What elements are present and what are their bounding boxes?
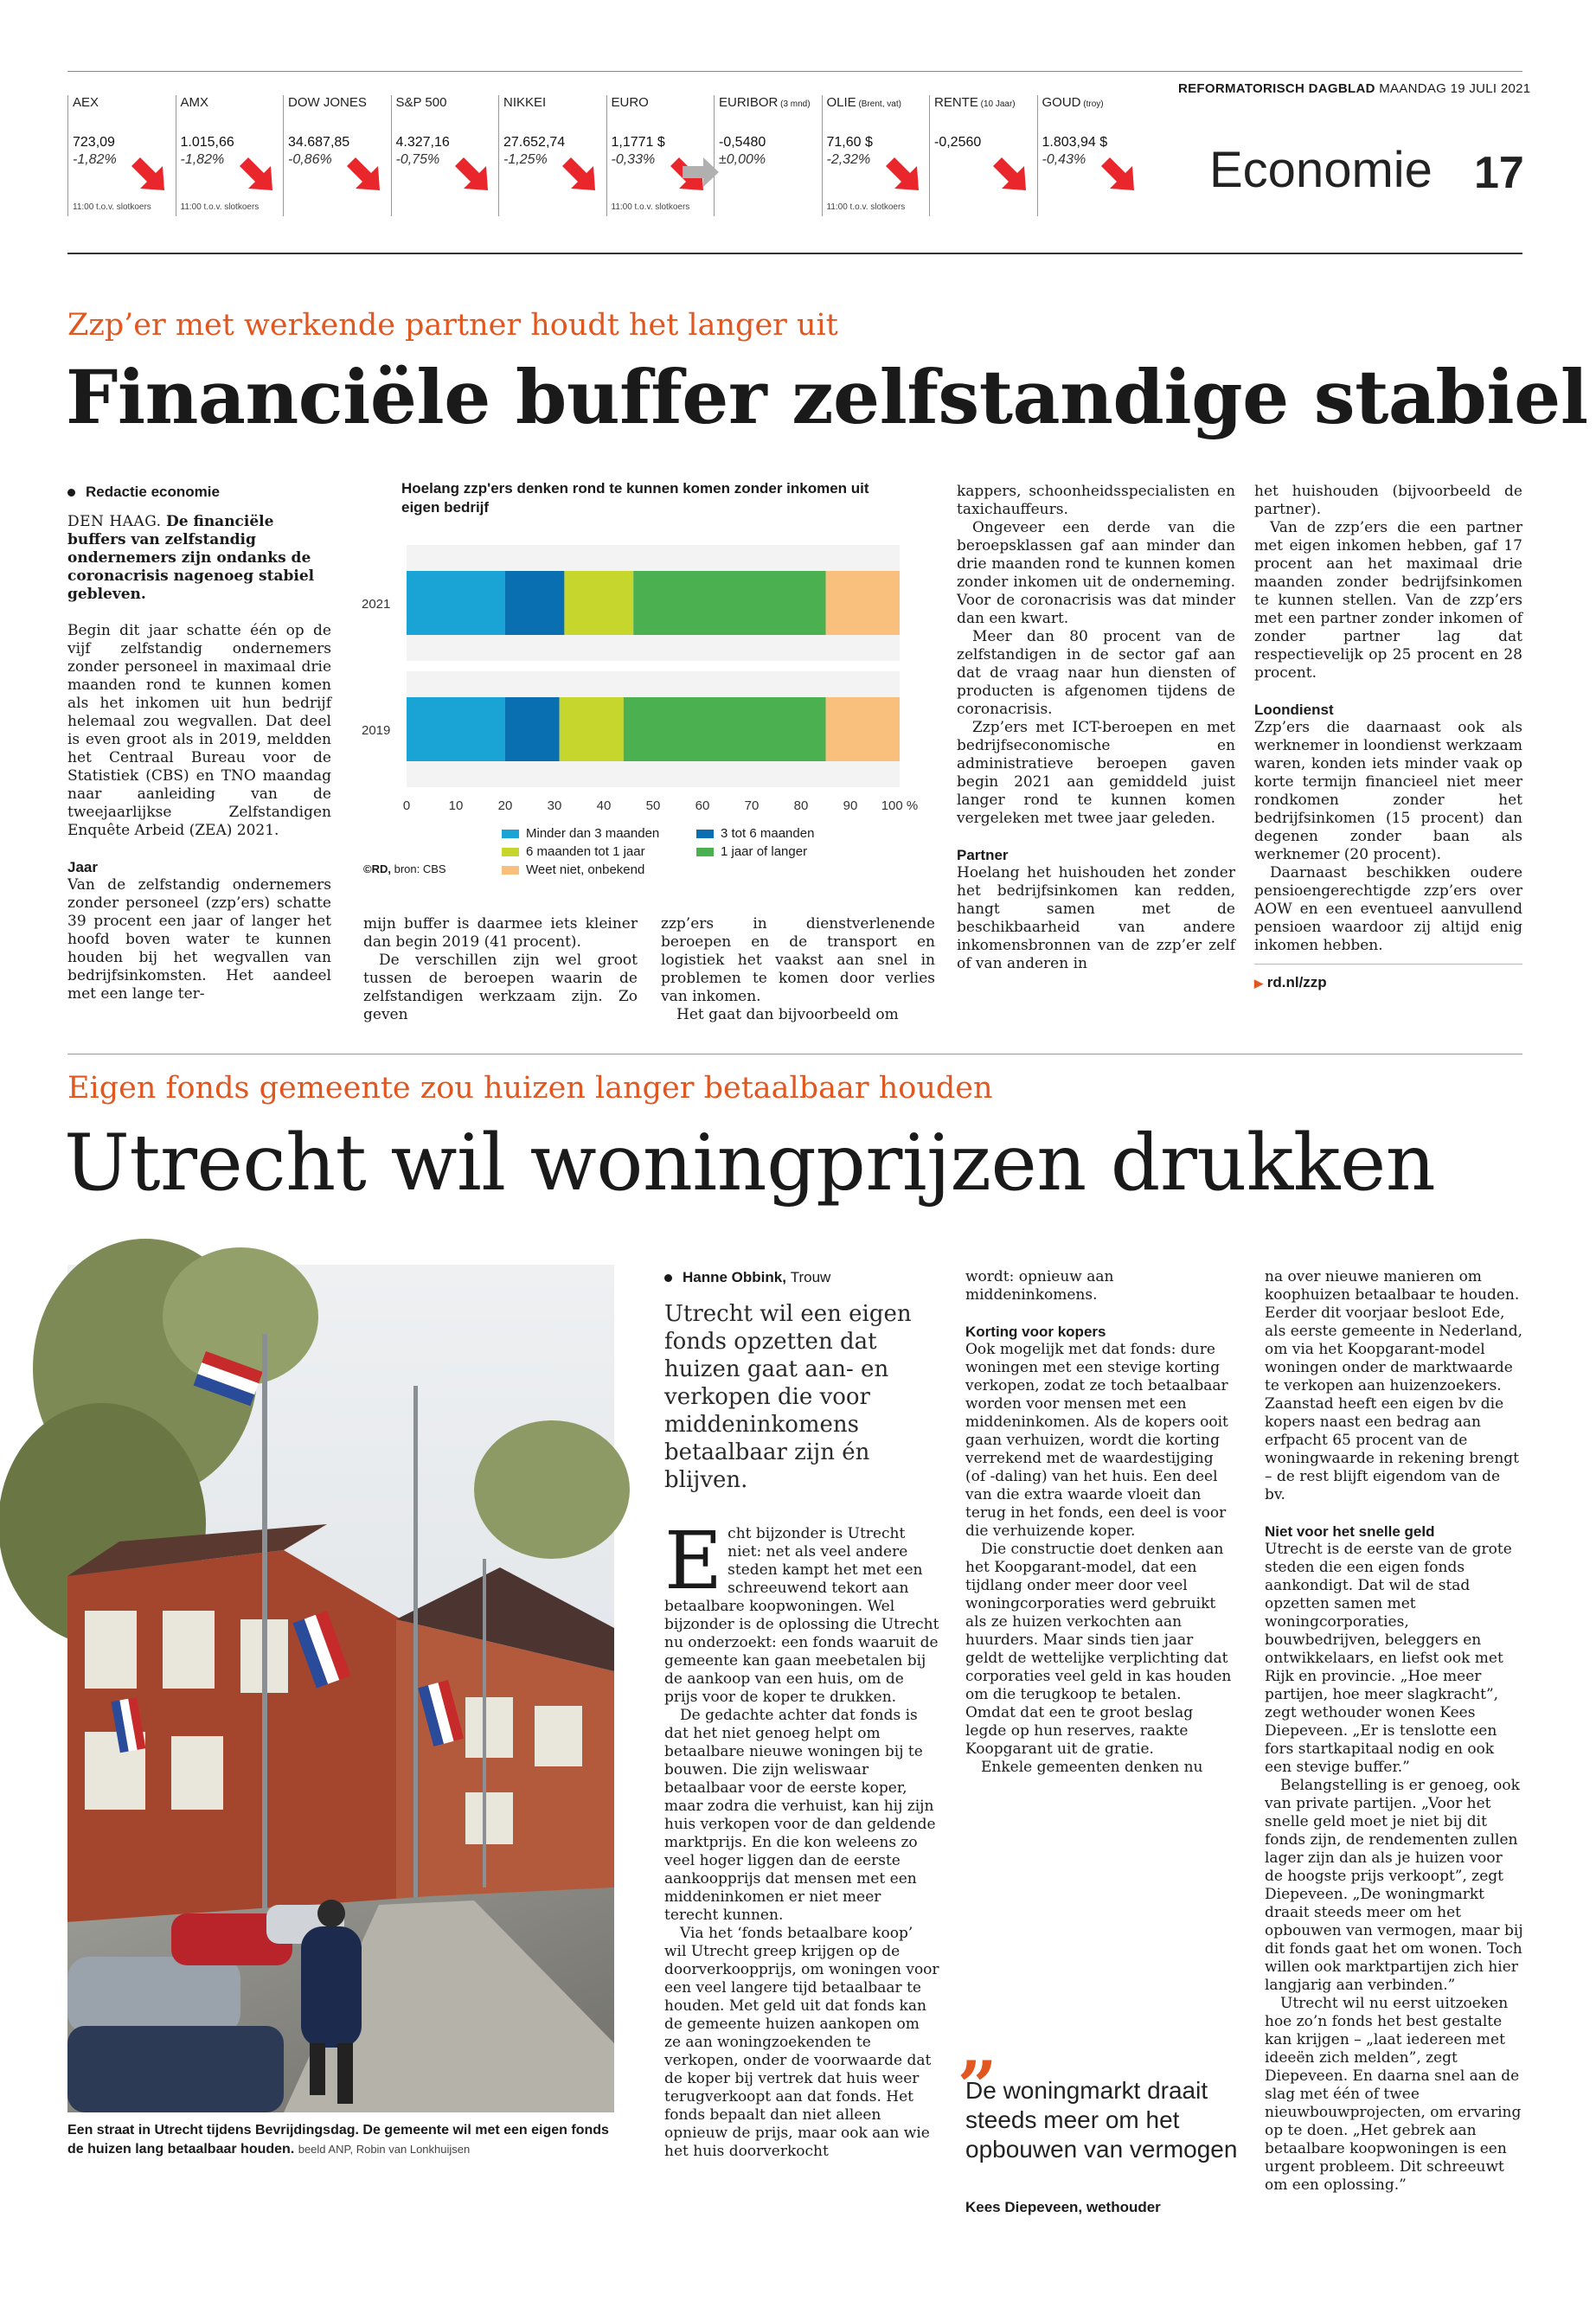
ticker-note: 11:00 t.o.v. slotkoers	[180, 202, 260, 212]
ticker-divider	[391, 95, 392, 216]
article2-p5: Ook mogelijk met dat fonds: dure woningen met een stevige korting verkopen, zodat ze toch betaalbaar worden voor mensen met een middeninkomen. Als de kopers ooit gaan verhuizen, wordt die korting verrekend met de waardestijging (of -daling) van het huis. Een deel van die extra waarde vloeit dan terug in het fonds, een deel is voor die verhuizende koper.	[965, 1341, 1228, 1540]
header-rule	[67, 253, 1522, 254]
ticker-value: 723,09	[73, 135, 115, 150]
article2-p9: Utrecht is de eerste van de grote steden die een eigen fonds aankondigt. Dat wil de stad opzetten samen met woningcorporaties, bouwbedrijven, beleggers en ontwikkelaars, en liefst ook met Rijk en provincie. „Hoe meer partijen, hoe meer slagkracht”, zegt wethouder wonen Kees Diepeveen. „Er is tenslotte een fors startkapitaal nodig en ook een stevige buffer.”	[1265, 1541, 1512, 1776]
photo-credit: beeld ANP, Robin van Lonkhuijsen	[298, 2143, 471, 2156]
ticker-note: 11:00 t.o.v. slotkoers	[826, 202, 906, 212]
byline-source: Trouw	[790, 1269, 831, 1285]
ticker-value: -0,5480	[719, 135, 766, 150]
legend-swatch	[696, 830, 714, 838]
x-tick-label: 70	[744, 798, 760, 813]
ticker-divider	[822, 95, 823, 216]
paper-name: REFORMATORISCH DAGBLAD	[1178, 81, 1375, 96]
article1-col4	[957, 483, 1235, 973]
article1-p12: het huishouden (bijvoorbeeld de partner).	[1254, 483, 1522, 518]
ticker-value: -0,2560	[934, 135, 982, 150]
x-tick-label: 50	[645, 798, 661, 813]
ticker-qualifier: (3 mnd)	[778, 99, 811, 109]
subhead-loondienst: Loondienst	[1254, 702, 1334, 718]
article1-p9: Meer dan 80 procent van de zelfstandigen in de sector gaf aan dat de vraag naar hun diensten of producten is afgenomen tijdens de coronacrisis.	[957, 628, 1235, 718]
ticker-item-aex	[67, 95, 171, 216]
section-title: Economie	[1209, 142, 1433, 198]
chart-legend	[502, 824, 882, 879]
ticker-divider	[929, 95, 930, 216]
ticker-name-text: OLIE	[826, 95, 856, 110]
ticker-item-euribor	[714, 95, 817, 216]
top-rule	[67, 71, 1522, 72]
ticker-value: 27.652,74	[503, 135, 566, 150]
article1-p10: Zzp’ers met ICT-beroepen en met bedrijfseconomische en administratieve beroepen gaven begin 2021 aan gemiddeld juist langer rond te kunnen komen vergeleken met twee jaar geleden.	[957, 719, 1235, 827]
ticker-note: 11:00 t.o.v. slotkoers	[73, 202, 151, 212]
ticker-name	[181, 95, 209, 110]
ticker-name	[934, 95, 1016, 110]
ticker-name	[396, 95, 447, 110]
legend-label: Weet niet, onbekend	[526, 862, 645, 877]
subhead-jaar: Jaar	[67, 859, 98, 875]
arrow-down-right-icon	[559, 154, 599, 194]
article2-intro: Utrecht wil een eigen fonds opzetten dat huizen gaat aan- en verkopen die voor middeninkomens betaalbaar zijn én blijven.	[664, 1301, 912, 1493]
ticker-change: -1,82%	[73, 152, 117, 167]
ticker-item-s-p-500	[391, 95, 495, 216]
ticker-name-text: EURO	[611, 95, 649, 110]
ticker-name-text: DOW JONES	[288, 95, 367, 110]
ticker-name-text: NIKKEI	[503, 95, 547, 110]
x-tick-label: 100 %	[881, 798, 919, 813]
photo-caption-text: Een straat in Utrecht tijdens Bevrijdingsdag. De gemeente wil met een eigen fonds de huizen lang betaalbaar houden.	[67, 2123, 609, 2157]
article2-p3: Via het ‘fonds betaalbare koop’ wil Utrecht greep krijgen op de doorverkoopprijs, om woningen voor een veel langere tijd betaalbaar te houden. Met geld uit dat fonds kan de gemeente huizen aankopen om ze aan woningzoekenden te verkopen, onder de voorwaarde dat de koper bij vertrek dat huis weer terugverkoopt aan dat fonds. Het fonds bepaalt dan niet alleen opnieuw de prijs, maar ook aan wie het huis doorverkocht	[664, 1925, 939, 2160]
article1-col1	[67, 483, 331, 1003]
ticker-value: 1.015,66	[180, 135, 234, 150]
article1-headline: Financiële buffer zelfstandige stabiel	[66, 355, 1588, 441]
ticker-divider	[498, 95, 499, 216]
article1-p2: Van de zelfstandig ondernemers zonder personeel (zzp’ers) schatte 39 procent een jaar of langer het hoofd boven water te kunnen houden bij het wegvallen van bedrijfsinkomsten. Het aandeel met een lange ter-	[67, 876, 331, 1003]
ticker-change: -2,32%	[826, 152, 871, 167]
article1-p6: Het gaat dan bijvoorbeeld om	[676, 1006, 899, 1023]
ticker-name-text: EURIBOR	[719, 95, 779, 110]
bar-segment	[564, 571, 633, 635]
ticker-value: 71,60 $	[826, 135, 873, 150]
article1-p4: De verschillen zijn wel groot tussen de beroepen waarin de zelfstandigen werkzaam zijn. Zo geven	[363, 952, 638, 1023]
arrow-down-right-icon	[452, 154, 491, 194]
ticker-value: 1.803,94 $	[1042, 135, 1108, 150]
chart-credit	[363, 862, 446, 875]
stacked-bar-chart	[355, 528, 919, 813]
link-rule	[1254, 964, 1522, 965]
ticker-name	[288, 95, 367, 110]
bar-segment	[826, 697, 901, 761]
legend-swatch	[502, 866, 519, 875]
ticker-name	[1042, 95, 1104, 110]
article1-byline	[67, 483, 331, 501]
legend-item	[696, 824, 882, 843]
ticker-change: -0,33%	[611, 152, 656, 167]
article1-p3: mijn buffer is daarmee iets kleiner dan begin 2019 (41 procent).	[363, 915, 638, 951]
arrow-down-right-icon	[343, 154, 383, 194]
ticker-name-text: RENTE	[934, 95, 978, 110]
article2-colC	[1265, 1268, 1524, 2195]
ticker-change: -1,82%	[180, 152, 225, 167]
article2-p2: De gedachte achter dat fonds is dat het niet genoeg helpt om betaalbare nieuwe woningen bij te bouwen. Die zijn weliswaar betaalbaar voor de eerste koper, maar zodra die verhuist, kan hij zijn huis verkopen voor de dan geldende marktprijs. En die kon weleens zo veel hoger liggen dan de eerste aankoopprijs dat mensen met een middeninkomen er niet meer terecht kunnen.	[664, 1707, 936, 1924]
legend-label: 3 tot 6 maanden	[721, 826, 815, 841]
link-arrow-icon: ▶	[1254, 977, 1263, 990]
article1-p5: zzp’ers in dienstverlenende beroepen en de transport en logistiek het vaakst aan snel in problemen te komen door verlies van inkomen.	[661, 915, 935, 1005]
legend-swatch	[502, 848, 519, 856]
bar-segment	[505, 571, 564, 635]
article1-p13: Van de zzp’ers die een partner met eigen inkomen hebben, gaf 17 procent aan het maximaal drie maanden zonder bedrijfsinkomen te kunnen stellen. Van de zzp’ers met een partner zonder inkomen of zonder partner lag dat respectievelijk op 25 procent en 28 procent.	[1254, 519, 1522, 682]
ticker-divider	[606, 95, 607, 216]
legend-label: 1 jaar of langer	[721, 844, 808, 859]
x-tick-label: 30	[547, 798, 562, 813]
ticker-name	[827, 95, 901, 110]
article2-colB	[965, 1268, 1234, 1777]
ticker-item-nikkei	[498, 95, 602, 216]
x-tick-label: 10	[448, 798, 464, 813]
article1-p14: Zzp’ers die daarnaast ook als werknemer in loondienst werkzaam waren, konden iets minder vaak op korte termijn financieel niet meer rondkomen zonder het bedrijfsinkomen (15 procent) dan degenen zonder baan als werknemer (20 procent).	[1254, 719, 1522, 863]
ticker-divider	[1037, 95, 1038, 216]
x-tick-label: 60	[695, 798, 710, 813]
article1-p15: Daarnaast beschikken oudere pensioengerechtigde zzp’ers over AOW en een eventueel aanvullend pensioen waardoor zij altijd enig inkomen hebben.	[1254, 864, 1522, 954]
bar-segment	[633, 571, 825, 635]
byline-text: Redactie economie	[86, 484, 220, 500]
article2-p8: na over nieuwe manieren om koophuizen betaalbaar te houden. Eerder dit voorjaar besloot Ede, als eerste gemeente in Nederland, om via het Koopgarant-model woningen onder de marktwaarde te verkopen aan huizenzoekers. Zaanstad heeft een eigen bv die kopers naast een bedrag aan erfpacht 65 procent van de woningwaarde in rekening brengt – de rest blijft eigendom van de bv.	[1265, 1268, 1522, 1503]
legend-item	[502, 861, 696, 879]
arrow-down-right-icon	[1098, 154, 1138, 194]
ticker-name	[612, 95, 649, 110]
ticker-name-text: S&P 500	[395, 95, 447, 110]
bar-segment	[407, 571, 505, 635]
article2-byline	[664, 1268, 939, 1286]
article2-headline: Utrecht wil woningprijzen drukken	[64, 1118, 1436, 1208]
x-tick-label: 20	[497, 798, 513, 813]
ticker-name	[503, 95, 546, 110]
article2-p6: Die constructie doet denken aan het Koopgarant-model, dat een tijdlang onder meer door veel woningcorporaties werd gebruikt als ze huizen verkochten aan huurders. Maar sinds tien jaar geldt de wettelijke verplichting dat corporaties veel geld in kas houden om die terugkoop te betalen. Omdat dat een te groot beslag legde op hun reserves, raakte Koopgarant uit de gratie.	[965, 1541, 1232, 1758]
chart-credit-source: bron: CBS	[394, 862, 446, 875]
page-number: 17	[1474, 148, 1524, 198]
ticker-value: 34.687,85	[288, 135, 350, 150]
chart-credit-bold: ©RD,	[363, 862, 391, 875]
ticker-name	[719, 95, 811, 110]
dateline: DEN HAAG.	[67, 513, 162, 530]
legend-label: Minder dan 3 maanden	[526, 826, 660, 841]
ticker-item-rente	[929, 95, 1033, 216]
article2-p11: Utrecht wil nu eerst uitzoeken hoe zo’n fonds het best gestalte kan krijgen – „laat iedereen met ideeën zich melden”, zegt Diepeveen. En daarna snel aan de slag met één of twee nieuwbouwprojecten, om ervaring op te doen. „Het gebrek aan betaalbare koopwoningen is een urgent probleem. Dit schreeuwt om een oplossing.”	[1265, 1995, 1522, 2194]
ticker-qualifier: (Brent, vat)	[856, 99, 901, 109]
pull-quote: De woningmarkt draait steeds meer om het opbouwen van vermogen	[965, 2077, 1238, 2163]
arrow-down-right-icon	[236, 154, 276, 194]
bar-segment	[505, 697, 560, 761]
quote-author: Kees Diepeveen, wethouder	[965, 2199, 1161, 2215]
legend-item	[502, 843, 696, 861]
article2-p7: Enkele gemeenten denken nu	[981, 1759, 1203, 1776]
ticker-item-dow-jones	[283, 95, 387, 216]
byline-name: Hanne Obbink,	[683, 1269, 786, 1285]
x-tick-label: 80	[793, 798, 809, 813]
chart-title: Hoelang zzp'ers denken rond te kunnen komen zonder inkomen uit eigen bedrijf	[401, 480, 869, 516]
ticker-divider	[67, 95, 68, 216]
arrow-right-icon	[681, 152, 721, 192]
arrow-down-right-icon	[990, 154, 1029, 194]
subhead-partner: Partner	[957, 847, 1009, 863]
article2-p10: Belangstelling is er genoeg, ook van private partijen. „Voor het snelle geld moet je niet bij dit fonds zijn, de rendementen zullen lager zijn dan als je huizen voor de hoogste prijs verkoopt”, zegt Diepeveen. „De woningmarkt draait steeds meer om het opbouwen van vermogen, maar bij dit fonds gaat het om wonen. Toch willen ook marktpartijen zich hier langjarig aan verbinden.”	[1265, 1777, 1523, 1994]
ticker-item-olie	[822, 95, 926, 216]
ticker-value: 1,1771 $	[611, 135, 665, 150]
issue-date: MAANDAG 19 JULI 2021	[1379, 81, 1531, 96]
x-tick-label: 0	[402, 798, 411, 813]
legend-swatch	[696, 848, 714, 856]
ticker-note: 11:00 t.o.v. slotkoers	[611, 202, 690, 212]
article1-col2	[363, 915, 638, 1024]
byline-bullet	[664, 1274, 672, 1282]
article1-col5	[1254, 483, 1522, 992]
photo-caption	[67, 2121, 612, 2159]
article2-kicker: Eigen fonds gemeente zou huizen langer betaalbaar houden	[67, 1071, 993, 1106]
bar-segment	[407, 697, 505, 761]
article2-p1: cht bijzonder is Utrecht niet: net als veel andere steden kampt het met een schreeuwend tekort aan betaalbare koopwoningen. Wel bijzonder is de oplossing die Utrecht nu onderzoekt: een fonds waaruit de gemeente kan gaan meebetalen bij de aankoop van een huis, om de prijs voor de koper te drukken.	[664, 1525, 939, 1706]
byline-bullet	[67, 489, 75, 497]
ticker-change: -1,25%	[503, 152, 548, 167]
ticker-change: ±0,00%	[719, 152, 766, 167]
street-photo	[67, 1265, 614, 2112]
article1-p8: Ongeveer een derde van die beroepsklassen gaf aan minder dan drie maanden rond te kunnen komen zonder inkomen uit de onderneming. Voor de coronacrisis was dat minder dan een kwart.	[957, 519, 1235, 627]
legend-item	[502, 824, 696, 843]
subhead-snel: Niet voor het snelle geld	[1265, 1523, 1435, 1540]
ticker-name-text: AMX	[180, 95, 209, 110]
ticker-divider	[283, 95, 284, 216]
arrow-down-right-icon	[128, 154, 168, 194]
article2-p4: wordt: opnieuw aan middeninkomens.	[965, 1268, 1114, 1304]
arrow-down-right-icon	[882, 154, 922, 194]
legend-swatch	[502, 830, 519, 838]
ticker-change: -0,43%	[1042, 152, 1086, 167]
ticker-qualifier: (10 Jaar)	[977, 99, 1016, 109]
article1-p11: Hoelang het huishouden het zonder het bedrijfsinkomen kan redden, hangt samen met de beschikbaarheid van andere inkomensbronnen van de zzp’er zelf of van anderen in	[957, 864, 1235, 972]
subhead-korting: Korting voor kopers	[965, 1324, 1106, 1340]
ticker-item-goud	[1037, 95, 1141, 216]
ticker-change: -0,86%	[288, 152, 332, 167]
bar-segment	[826, 571, 901, 635]
article1-link-text[interactable]: rd.nl/zzp	[1266, 974, 1327, 990]
masthead-line	[1178, 81, 1530, 96]
quote-mark: „	[958, 2006, 999, 2087]
article1-kicker: Zzp’er met werkende partner houdt het langer uit	[67, 308, 838, 343]
article1-p7: kappers, schoonheidsspecialisten en taxichauffeurs.	[957, 483, 1235, 518]
article1-col3	[661, 915, 935, 1024]
category-label: 2019	[362, 723, 391, 738]
ticker-item-amx	[176, 95, 279, 216]
ticker-name-text: AEX	[73, 95, 99, 110]
ticker-change: -0,75%	[395, 152, 440, 167]
x-tick-label: 40	[596, 798, 612, 813]
category-label: 2021	[362, 597, 391, 612]
article1-lead: De financiële buffers van zelfstandig ondernemers zijn ondanks de coronacrisis nagenoeg stabiel gebleven.	[67, 513, 315, 603]
street-photo-illustration	[67, 1265, 614, 2112]
bar-segment	[624, 697, 826, 761]
bar-segment	[560, 697, 624, 761]
ticker-qualifier: (troy)	[1080, 99, 1104, 109]
article1-p1: Begin dit jaar schatte één op de vijf zelfstandig ondernemers zonder personeel in maximaal drie maanden rond te kunnen komen als het inkomen uit hun bedrijf helemaal zou wegvallen. Dat deel is even groot als in 2019, meldden het Centraal Bureau voor de Statistiek (CBS) en TNO maandag naar aanleiding van de tweejaarlijkse Zelfstandigen Enquête Arbeid (ZEA) 2021.	[67, 622, 331, 839]
legend-label: 6 maanden tot 1 jaar	[526, 844, 645, 859]
legend-item	[696, 843, 882, 861]
article1-link[interactable]	[1254, 973, 1522, 992]
article2-colA	[664, 1268, 939, 2161]
x-tick-label: 90	[843, 798, 858, 813]
ticker-name	[73, 95, 99, 110]
ticker-value: 4.327,16	[395, 135, 450, 150]
dropcap: E	[664, 1515, 723, 1607]
ticker-name-text: GOUD	[1042, 95, 1081, 110]
